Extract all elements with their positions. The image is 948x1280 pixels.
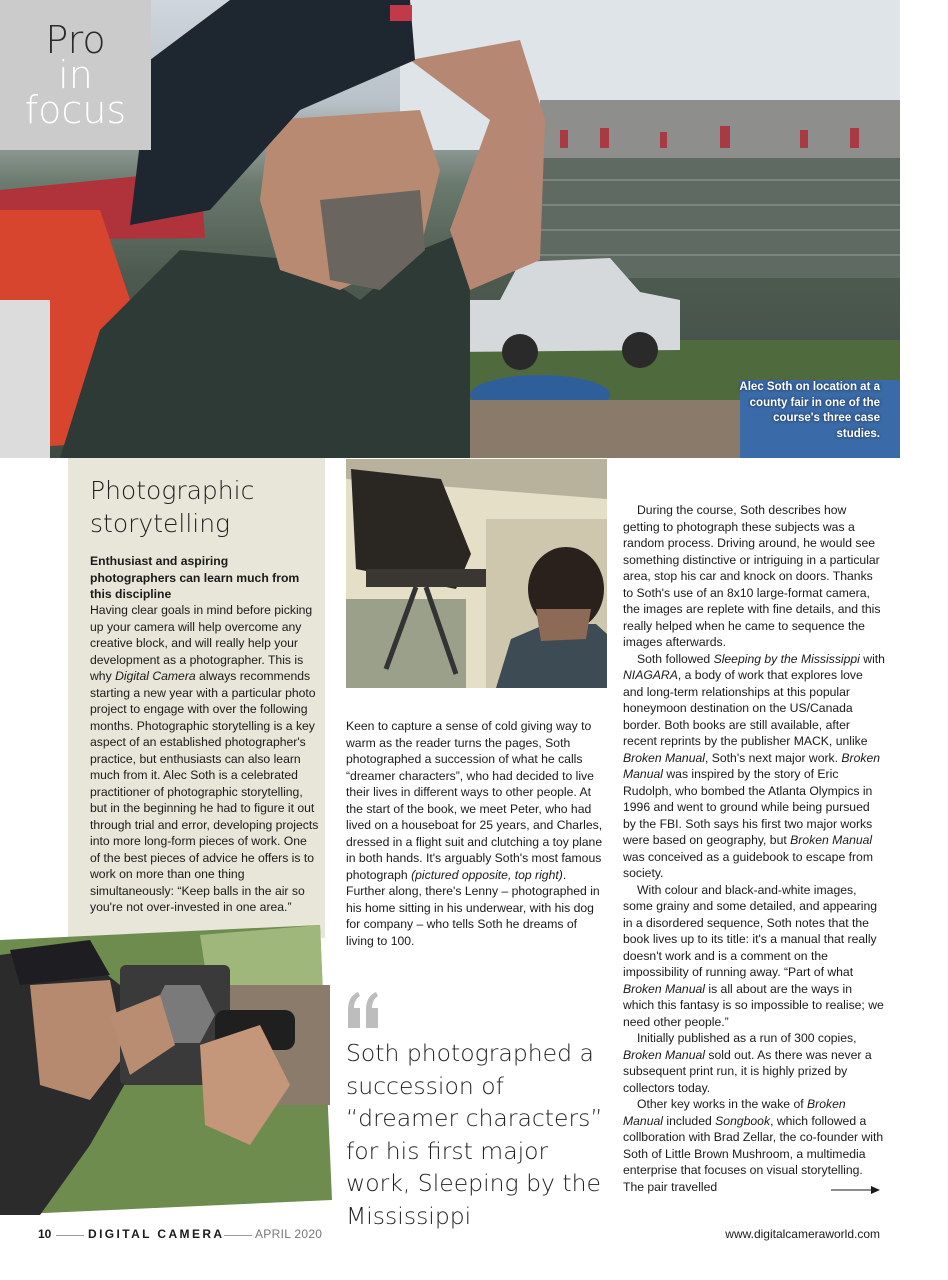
right-paragraph-1: During the course, Soth describes how getting to photograph these subjects was a random process. Driving around, he would see something distinctive or intriguing in a particular area, stop his car and knock on doors. Thanks to Soth's use of an 8x10 large-format camera, the images are replete with fine details, and this really helped when he came to sequence the images afterwards. bbox=[623, 503, 881, 649]
website-url: www.digitalcameraworld.com bbox=[725, 1227, 880, 1241]
page-footer bbox=[38, 1227, 880, 1245]
sidebar-box bbox=[68, 458, 325, 938]
large-format-camera-photo bbox=[346, 459, 607, 688]
badge-word-pro: Pro bbox=[45, 17, 106, 62]
page-number: 10 bbox=[38, 1227, 52, 1241]
footer-divider bbox=[56, 1235, 84, 1236]
badge-word-focus: focus bbox=[24, 87, 127, 132]
photographer-camera-photo bbox=[0, 925, 332, 1215]
sidebar-standfirst: Enthusiast and aspiring photographers can learn much from this discipline bbox=[90, 554, 300, 601]
sidebar-body: Having clear goals in mind before picking up your camera will help overcome any creative block, and will really help your development as a photographer. This is why Digital Camera always recommends starting a new year with a particular photo project to engage with over the following months. Photographic storytelling is a key aspect of an established photographer's practice, but enthusiasts can also learn much from it. Alec Soth is a celebrated practitioner of photographic storytelling, but in the beginning he had to figure it out through trial and error, developing projects into more long-form pieces of work. One of the best pieces of advice he offers is to work on more than one thing simultaneously: “Keep balls in the air so you're not over-invested in one area.” bbox=[90, 603, 319, 914]
quote-mark-icon bbox=[346, 990, 380, 1030]
right-paragraph-5: Other key works in the wake of Broken Manual included Songbook, which followed a collboration with Brad Zellar, the co-founder with Soth of Little Brown Mushroom, a multimedia enterprise that focuses on visual storytelling. The pair travelled bbox=[623, 1097, 884, 1194]
large-format-camera-illustration bbox=[346, 459, 607, 688]
issue-date: APRIL 2020 bbox=[255, 1227, 323, 1241]
right-column-body bbox=[623, 502, 885, 1195]
right-paragraph-3: With colour and black-and-white images, some grainy and some detailed, and appearing in a disordered sequence, Soth notes that the book lives up to its title: it's a manual that really doesn't work and is a comment on the impossibility of running away. “Part of what Broken Manual is all about are the ways in which this fantasy is so impossible to realise; we need other people.” bbox=[623, 882, 884, 1029]
right-paragraph-2: Soth followed Sleeping by the Mississippi with NIAGARA, a body of work that explores love and long-term relationships at this popular honeymoon destination on the US/Canada border. Both books are still available, after recent reprints by the publisher MACK, unlike Broken Manual, Soth's next major work. Broken Manual was inspired by the story of Eric Rudolph, who bombed the Atlanta Olympics in 1996 and went to ground while being pursued by the FBI. Soth says his first two major works were based on geography, but Broken Manual was conceived as a guidebook to escape from society. bbox=[623, 651, 885, 880]
pull-quote: Soth photographed a succession of “dreamer characters” for his first major work, Sleeping by the Mississippi bbox=[346, 1039, 603, 1230]
photographer-camera-illustration bbox=[0, 925, 332, 1215]
footer-divider bbox=[224, 1235, 252, 1236]
middle-column-body: Keen to capture a sense of cold giving way to warm as the reader turns the pages, Soth photographed a succession of what he calls “dreamer characters”, who had decided to live their lives in different ways to other people. At the start of the book, we meet Peter, who had lived on a houseboat for 25 years, and Charles, dressed in a flight suit and clutching a toy plane in both hands. It's arguably Soth's most famous photograph (pictured opposite, top right). Further along, there's Lenny – photographed in his home sitting in his underwear, with his dog for company – who tells Soth he dreams of living to 100. bbox=[346, 719, 603, 948]
badge-word-in: in bbox=[58, 52, 93, 97]
continue-arrow-icon bbox=[831, 1184, 881, 1196]
sidebar-heading: Photographic storytelling bbox=[90, 476, 255, 538]
right-paragraph-4: Initially published as a run of 300 copies, Broken Manual sold out. As there was never a subsequent print run, it is highly prized by collectors today. bbox=[623, 1031, 872, 1095]
hero-caption: Alec Soth on location at a county fair in one of the course's three case studies. bbox=[739, 381, 880, 440]
magazine-name: DIGITAL CAMERA bbox=[88, 1227, 225, 1241]
section-badge bbox=[0, 0, 151, 150]
